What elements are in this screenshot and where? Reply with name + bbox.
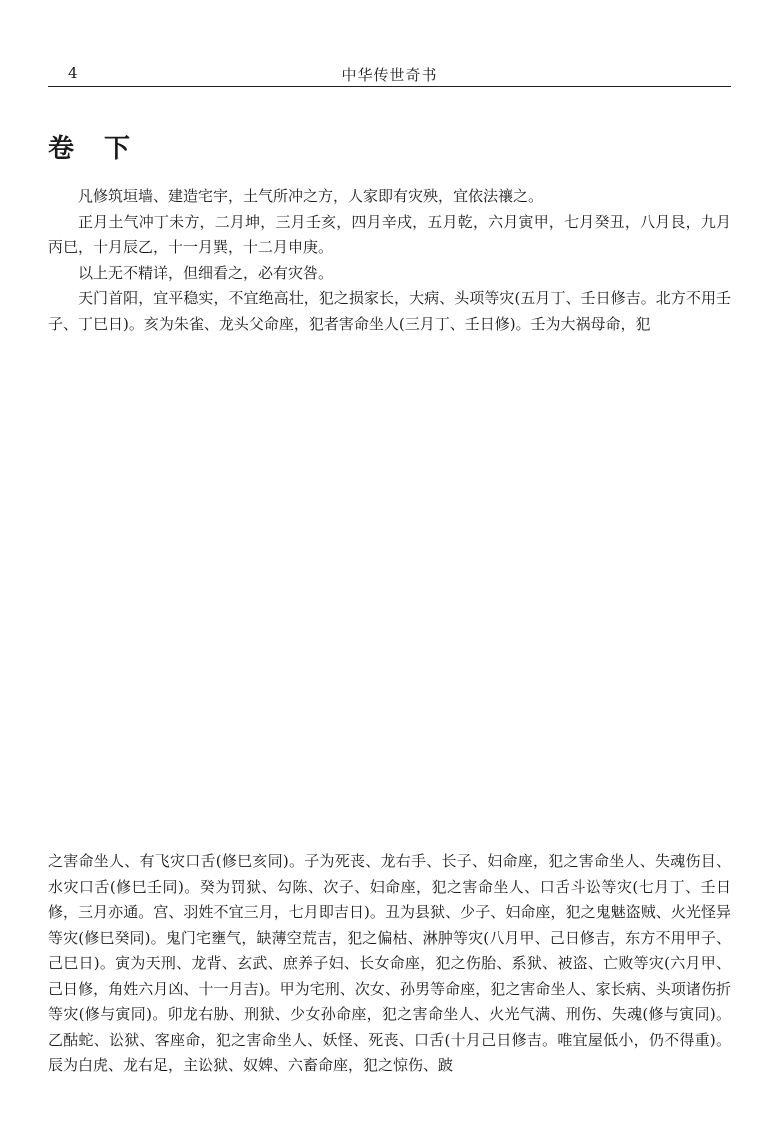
running-header xyxy=(48,64,731,87)
chapter-title: 卷下 xyxy=(48,134,161,164)
paragraph: 以上无不精详，但细看之，必有灾咎。 xyxy=(78,263,334,282)
body-text-bottom xyxy=(48,849,731,1079)
body-text-top xyxy=(48,184,731,337)
page-number: 4 xyxy=(68,64,78,82)
paragraph: 天门首阳，宜平稳实，不宜绝高壮，犯之损家长，大病、头项等灾(五月丁、壬日修吉。北方不用壬子、丁巳日)。亥为朱雀、龙头父命座，犯者害命坐人(三月丁、壬日修)。壬为大祸母命，犯 xyxy=(48,289,731,333)
running-title: 中华传世奇书 xyxy=(341,66,438,84)
paragraph: 凡修筑垣墙、建造宅宇，土气所冲之方，人家即有灾殃，宜依法禳之。 xyxy=(78,187,544,205)
paragraph-continuation: 之害命坐人、有飞灾口舌(修巳亥同)。子为死丧、龙右手、长子、妇命座，犯之害命坐人、失魂伤目、水灾口舌(修巳壬同)。癸为罚狱、勾陈、次子、妇命座，犯之害命坐人、口舌斗讼等灾(七月丁、壬日修，三月亦通。宫、羽姓不宜三月，七月即吉日)。丑为县狱、少子、妇命座，犯之鬼魅盗贼、火光怪异等灾(修巳癸同)。鬼门宅壅气，缺薄空荒吉，犯之偏枯、淋肿等灾(八月甲、己日修吉，东方不用甲子、己巳日)。寅为天刑、龙背、玄武、庶养子妇、长女命座，犯之伤胎、系狱、被盗、亡败等灾(六月甲、己日修，角姓六月凶、十一月吉)。甲为宅刑、次女、孙男等命座，犯之害命坐人、家长病、头项诸伤折等灾(修与寅同)。卯龙右胁、刑狱、少女孙命座，犯之害命坐人、火光气满、刑伤、失魂(修与寅同)。乙酤蛇、讼狱、客座命，犯之害命坐人、妖怪、死丧、口舌(十月己日修吉。唯宜屋低小，仍不得重)。辰为白虎、龙右足，主讼狱、奴婢、六畜命座，犯之惊伤、跛 xyxy=(48,852,731,1074)
paragraph: 正月土气冲丁未方，二月坤，三月壬亥，四月辛戌，五月乾，六月寅甲，七月癸丑，八月艮，九月丙巳，十月辰乙，十一月巽，十二月申庚。 xyxy=(48,212,731,256)
